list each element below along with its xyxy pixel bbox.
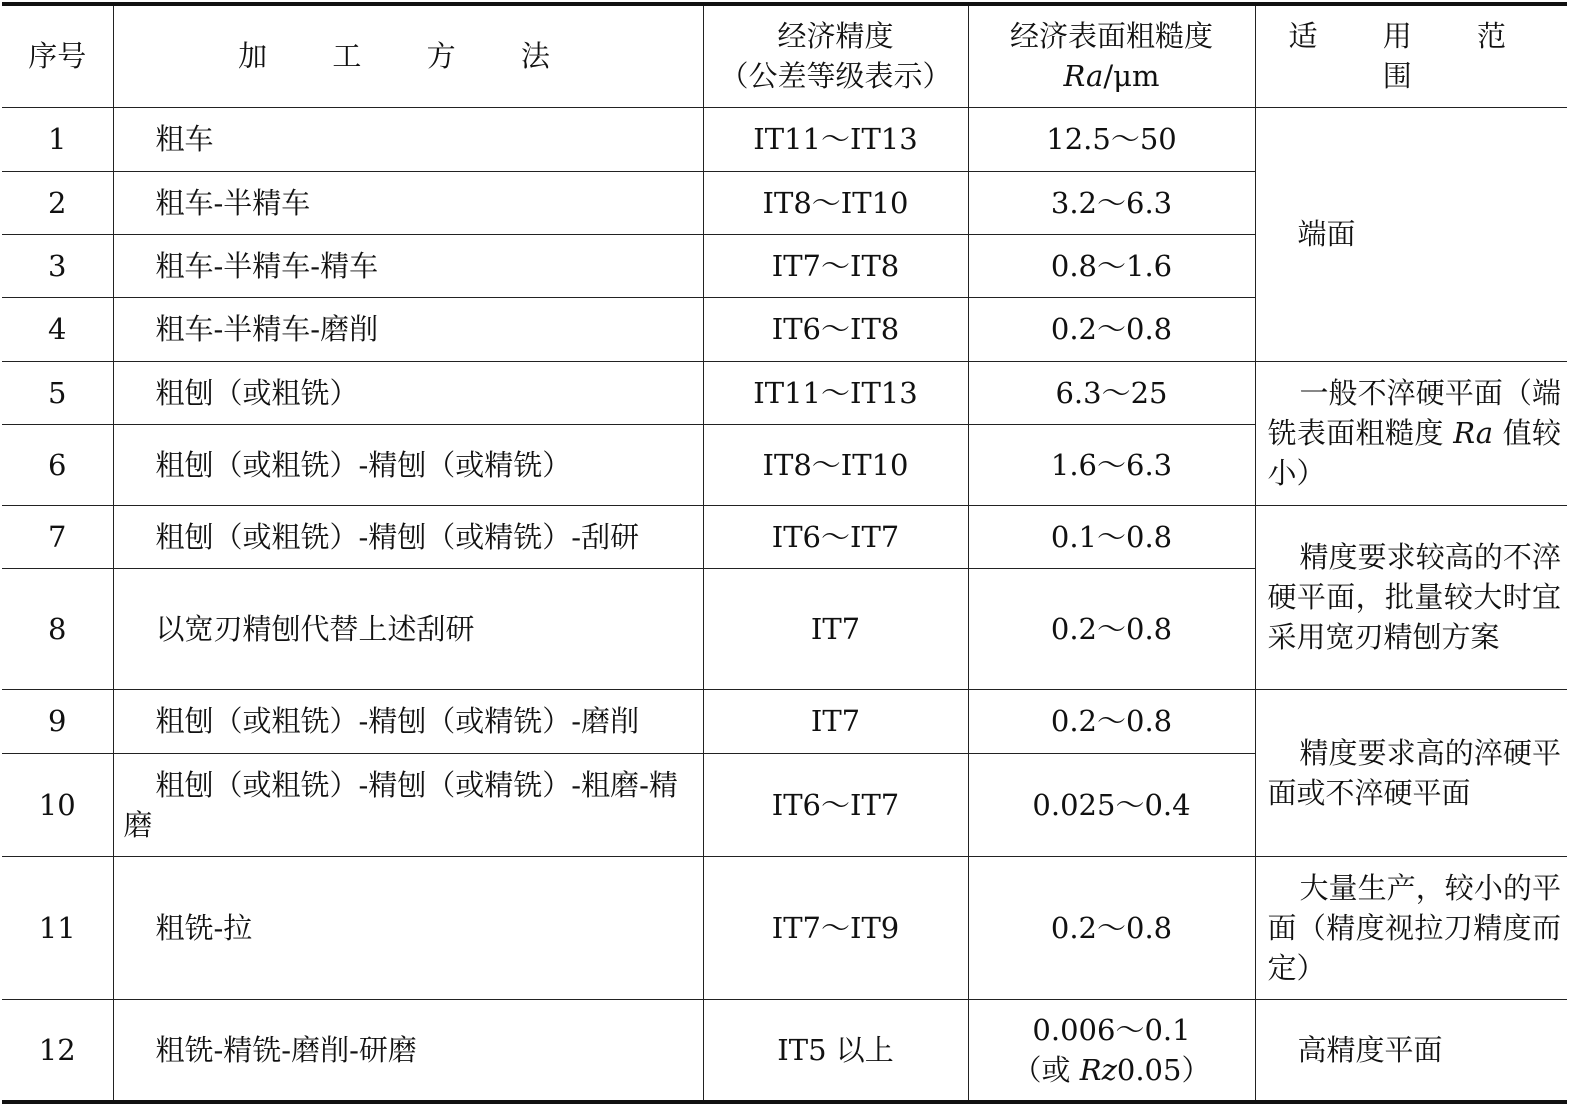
row-no: 6 — [2, 424, 113, 505]
header-roughness — [968, 4, 1255, 107]
row-accuracy: IT6～IT7 — [703, 505, 968, 568]
rz-prefix: （或 — [1012, 1052, 1080, 1087]
row-roughness: 0.2～0.8 — [968, 568, 1255, 689]
row-accuracy: IT6～IT7 — [703, 753, 968, 856]
row-no: 5 — [2, 361, 113, 424]
row-method: 粗刨（或粗铣） — [113, 361, 703, 424]
table-row — [2, 361, 1567, 424]
row-method: 以宽刃精刨代替上述刮研 — [113, 568, 703, 689]
scope-group-6: 高精度平面 — [1255, 999, 1567, 1102]
row-roughness-line2 — [969, 1050, 1255, 1090]
scope-group-2-text-a: 一般不淬硬平面（端铣表面粗糙度 — [1267, 376, 1561, 450]
row-accuracy: IT11～IT13 — [703, 361, 968, 424]
row-no: 7 — [2, 505, 113, 568]
table-row — [2, 999, 1567, 1102]
scope-group-3: 精度要求较高的不淬硬平面，批量较大时宜采用宽刃精刨方案 — [1255, 505, 1567, 689]
row-method: 粗车 — [113, 107, 703, 171]
row-roughness: 0.2～0.8 — [968, 856, 1255, 999]
row-accuracy: IT11～IT13 — [703, 107, 968, 171]
row-no: 9 — [2, 689, 113, 753]
row-accuracy: IT8～IT10 — [703, 171, 968, 234]
scope-group-1: 端面 — [1255, 107, 1567, 361]
header-roughness-line2 — [969, 56, 1255, 96]
rz-suffix: 0.05） — [1116, 1052, 1211, 1087]
row-no: 3 — [2, 234, 113, 297]
row-roughness: 0.1～0.8 — [968, 505, 1255, 568]
row-accuracy: IT7 — [703, 568, 968, 689]
row-roughness: 12.5～50 — [968, 107, 1255, 171]
row-method: 粗刨（或粗铣）-精刨（或精铣）-粗磨-精磨 — [113, 753, 703, 856]
header-roughness-line1: 经济表面粗糙度 — [1009, 19, 1213, 54]
row-roughness-line1: 0.006～0.1 — [1032, 1012, 1191, 1047]
row-method: 粗铣-拉 — [113, 856, 703, 999]
row-no: 2 — [2, 171, 113, 234]
header-roughness-unit: /μm — [1103, 59, 1160, 94]
row-accuracy: IT6～IT8 — [703, 297, 968, 361]
row-no: 1 — [2, 107, 113, 171]
scope-group-2 — [1255, 361, 1567, 505]
row-method: 粗车-半精车-磨削 — [113, 297, 703, 361]
table-row — [2, 689, 1567, 753]
row-accuracy: IT7～IT8 — [703, 234, 968, 297]
row-roughness: 6.3～25 — [968, 361, 1255, 424]
header-no: 序号 — [2, 4, 113, 107]
row-no: 8 — [2, 568, 113, 689]
row-no: 4 — [2, 297, 113, 361]
row-roughness: 3.2～6.3 — [968, 171, 1255, 234]
header-scope — [1255, 4, 1567, 107]
row-method: 粗刨（或粗铣）-精刨（或精铣）-刮研 — [113, 505, 703, 568]
row-method: 粗铣-精铣-磨削-研磨 — [113, 999, 703, 1102]
header-method — [113, 4, 703, 107]
scope-group-4: 精度要求高的淬硬平面或不淬硬平面 — [1255, 689, 1567, 856]
row-accuracy: IT7 — [703, 689, 968, 753]
row-accuracy: IT5 以上 — [703, 999, 968, 1102]
scope-group-2-text-b: 值较小） — [1267, 416, 1562, 490]
row-accuracy: IT8～IT10 — [703, 424, 968, 505]
row-no: 12 — [2, 999, 113, 1102]
row-accuracy: IT7～IT9 — [703, 856, 968, 999]
header-method-label: 加 工 方 法 — [238, 39, 578, 74]
row-roughness: 0.2～0.8 — [968, 689, 1255, 753]
row-roughness: 0.025～0.4 — [968, 753, 1255, 856]
row-no: 11 — [2, 856, 113, 999]
table-row — [2, 856, 1567, 999]
header-roughness-ra: Ra — [1063, 59, 1104, 94]
header-accuracy-line1: 经济精度 — [777, 19, 894, 54]
table-row — [2, 505, 1567, 568]
row-roughness — [968, 999, 1255, 1102]
header-accuracy — [703, 4, 968, 107]
row-method: 粗车-半精车-精车 — [113, 234, 703, 297]
scope-group-2-ra: Ra — [1453, 416, 1494, 450]
scope-group-5: 大量生产，较小的平面（精度视拉刀精度而定） — [1255, 856, 1567, 999]
rz-symbol: Rz — [1079, 1052, 1117, 1087]
header-row — [2, 4, 1567, 107]
header-scope-label: 适 用 范 围 — [1288, 19, 1534, 94]
row-method: 粗刨（或粗铣）-精刨（或精铣） — [113, 424, 703, 505]
table-row — [2, 107, 1567, 171]
row-roughness: 1.6～6.3 — [968, 424, 1255, 505]
row-method: 粗车-半精车 — [113, 171, 703, 234]
header-accuracy-line2: （公差等级表示） — [719, 59, 952, 94]
row-no: 10 — [2, 753, 113, 856]
row-roughness: 0.8～1.6 — [968, 234, 1255, 297]
row-roughness: 0.2～0.8 — [968, 297, 1255, 361]
machining-methods-table — [2, 2, 1567, 1104]
row-method: 粗刨（或粗铣）-精刨（或精铣）-磨削 — [113, 689, 703, 753]
